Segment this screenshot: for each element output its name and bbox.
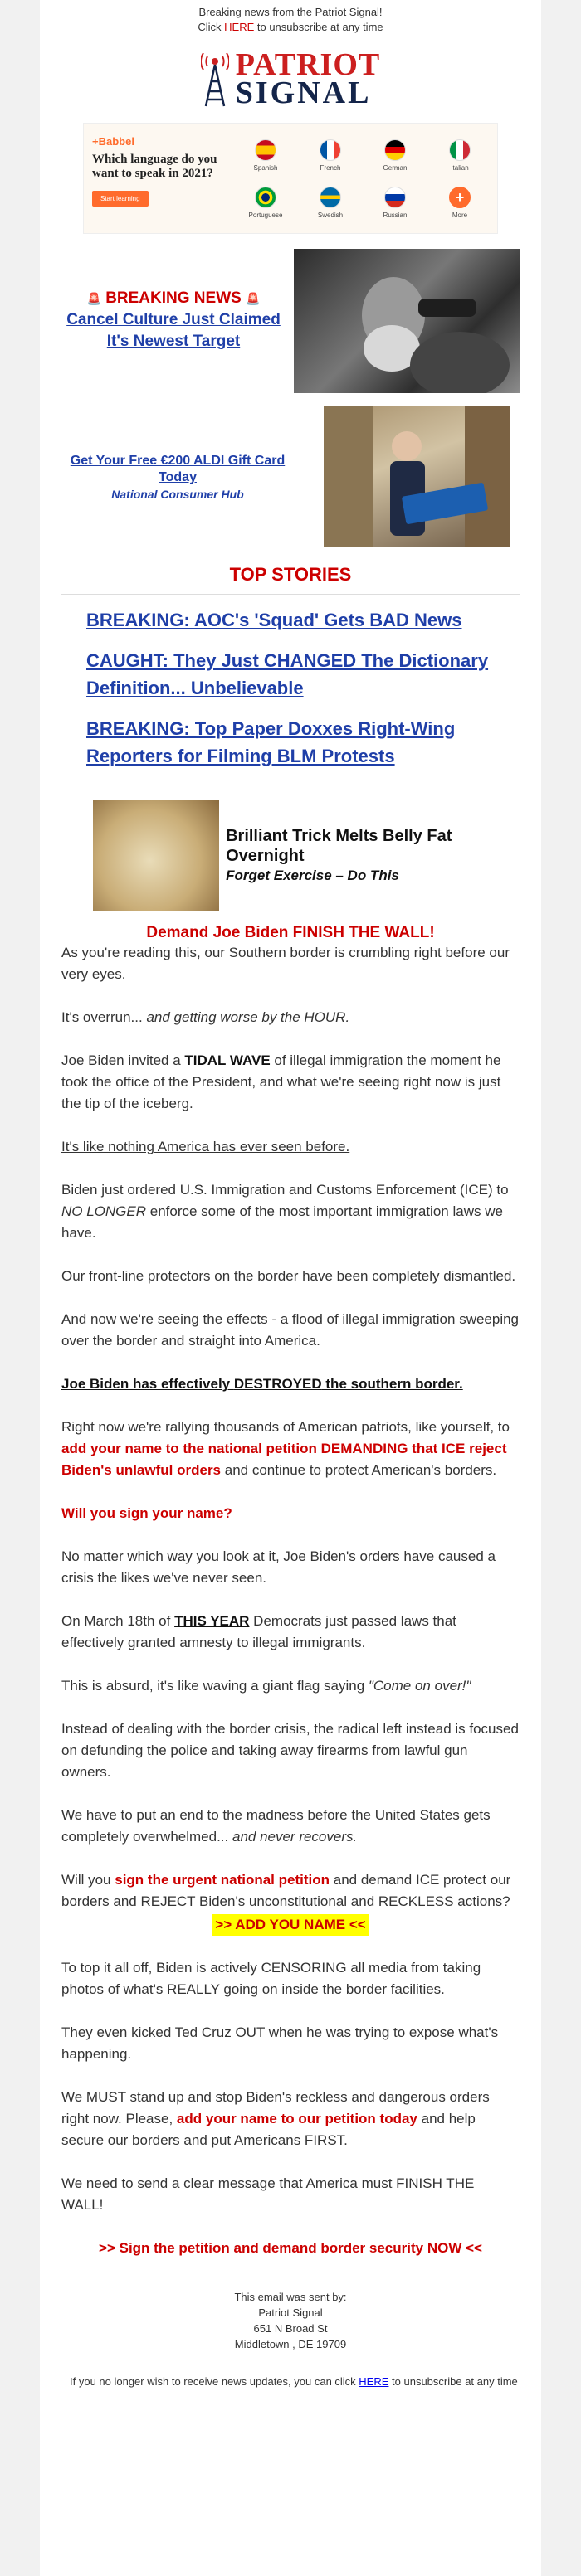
- paragraph: [61, 1869, 520, 1913]
- paragraph: [61, 1805, 520, 1848]
- belly-fat-ad-image: [93, 800, 219, 911]
- language-spanish[interactable]: [233, 132, 298, 179]
- footer-address-line: 651 N Broad St: [253, 2322, 328, 2335]
- babbel-ad-text: [84, 124, 233, 233]
- footer-address-line: Middletown , DE 19709: [234, 2338, 347, 2350]
- petition-link[interactable]: add your name to the national petition DEMANDING that ICE reject Biden's unlawful orders: [61, 1441, 507, 1478]
- cta-row: [61, 2238, 520, 2259]
- text: the southern border.: [321, 1376, 463, 1392]
- add-your-name-button[interactable]: >> ADD YOU NAME <<: [212, 1914, 369, 1936]
- belly-fat-ad-title: Brilliant Trick Melts Belly Fat Overnight: [226, 827, 452, 865]
- breaking-news-row: [61, 249, 520, 393]
- preheader-unsubscribe: [61, 20, 520, 35]
- emphasis-text: DESTROYED: [233, 1376, 322, 1392]
- russia-flag-icon: [384, 187, 406, 208]
- preheader-line: Breaking news from the Patriot Signal!: [198, 6, 383, 18]
- language-label: German: [383, 164, 408, 172]
- text: If you no longer wish to receive news updates, you can click: [70, 2375, 359, 2388]
- text: Biden just ordered U.S. Immigration and Customs Enforcement (ICE) to: [61, 1182, 509, 1198]
- text: and help secure our borders and put Americans FIRST.: [61, 2111, 476, 2148]
- petition-link[interactable]: add your name to our petition today: [176, 2111, 417, 2126]
- belly-fat-ad-text: [226, 826, 520, 884]
- text: Joe Biden invited a: [61, 1052, 185, 1068]
- siren-icon: 🚨: [246, 292, 261, 305]
- paragraph: [61, 1417, 520, 1481]
- footer-address: [61, 2289, 520, 2352]
- babbel-ad-banner[interactable]: [83, 123, 498, 234]
- breaking-news-label: BREAKING NEWS: [105, 289, 242, 307]
- italy-flag-icon: [449, 139, 471, 161]
- paragraph: To top it all off, Biden is actively CENSORING all media from taking photos of what's REALLY going on inside the border facilities.: [61, 1960, 481, 1997]
- petition-headline: Demand Joe Biden FINISH THE WALL!: [146, 924, 435, 941]
- start-learning-button[interactable]: Start learning: [92, 191, 149, 207]
- paragraph: [61, 1050, 520, 1115]
- paragraph: And now we're seeing the effects - a flood of illegal immigration sweeping over the border and straight into America.: [61, 1311, 520, 1349]
- france-flag-icon: [320, 139, 341, 161]
- aldi-ad-block: [61, 453, 294, 501]
- aldi-shopper-photo[interactable]: [324, 406, 510, 547]
- language-label: Swedish: [317, 211, 344, 219]
- text: It's overrun...: [61, 1009, 147, 1025]
- preheader-click-text: Click: [198, 21, 225, 33]
- paragraph: Will you sign your name?: [61, 1505, 232, 1521]
- text: and demand ICE protect our borders and REJECT Biden's unconstitutional and RECKLESS actions?: [61, 1872, 511, 1909]
- paragraph: [61, 1007, 520, 1028]
- language-label: French: [320, 164, 341, 172]
- paragraph: Instead of dealing with the border crisis, the radical left instead is focused on defunding the police and taking away firearms from lawful gun owners.: [61, 1721, 519, 1780]
- story-link[interactable]: CAUGHT: They Just CHANGED The Dictionary Definition... Unbelievable: [86, 650, 489, 698]
- paragraph: [61, 1675, 520, 1697]
- emphasis-text: THIS YEAR: [174, 1613, 250, 1629]
- germany-flag-icon: [384, 139, 406, 161]
- preheader-unsubscribe-link[interactable]: HERE: [224, 21, 255, 33]
- patriot-signal-logo[interactable]: [61, 46, 520, 111]
- paragraph: [61, 1611, 520, 1654]
- language-flags-grid: [233, 124, 497, 233]
- language-label: Italian: [451, 164, 469, 172]
- paragraph: [61, 1179, 520, 1244]
- language-label: Russian: [383, 211, 408, 219]
- aldi-sponsor: National Consumer Hub: [111, 488, 244, 501]
- email-body: [40, 0, 541, 2576]
- petition-link[interactable]: sign the urgent national petition: [115, 1872, 330, 1888]
- language-russian[interactable]: [363, 179, 427, 226]
- belly-fat-ad[interactable]: [93, 800, 520, 911]
- footer-org: Patriot Signal: [258, 2306, 323, 2319]
- top-stories-list: [61, 606, 520, 770]
- paragraph: [61, 1373, 520, 1395]
- text: to unsubscribe at any time: [388, 2375, 518, 2388]
- preheader-suffix-text: to unsubscribe at any time: [254, 21, 383, 33]
- paragraph: No matter which way you look at it, Joe Biden's orders have caused a crisis the likes we've never seen.: [61, 1548, 496, 1586]
- emphasis-text: TIDAL WAVE: [184, 1052, 271, 1068]
- paragraph: They even kicked Ted Cruz OUT when he was trying to expose what's happening.: [61, 2024, 499, 2062]
- paragraph: We need to send a clear message that America must FINISH THE WALL!: [61, 2175, 475, 2213]
- babbel-question: Which language do you want to speak in 2021?: [92, 153, 217, 180]
- emphasis-text: "Come on over!": [368, 1678, 471, 1694]
- paragraph: Our front-line protectors on the border have been completely dismantled.: [61, 1268, 516, 1284]
- preheader: [61, 0, 520, 35]
- paragraph: As you're reading this, our Southern border is crumbling right before our very eyes.: [61, 945, 510, 982]
- emphasis-text: NO LONGER: [61, 1203, 147, 1219]
- sign-petition-button[interactable]: >> Sign the petition and demand border security NOW <<: [99, 2240, 482, 2256]
- cta-row: [61, 1914, 520, 1936]
- footer-unsubscribe-link[interactable]: HERE: [359, 2375, 389, 2388]
- text: Will you: [61, 1872, 115, 1888]
- story-link[interactable]: BREAKING: AOC's 'Squad' Gets BAD News: [86, 610, 462, 630]
- photo-illustration: [324, 406, 510, 547]
- photo-illustration: [294, 249, 520, 393]
- logo-line-signal: SIGNAL: [235, 75, 372, 110]
- footer-unsubscribe-note: [70, 2374, 520, 2389]
- sweden-flag-icon: [320, 187, 341, 208]
- top-stories-title: TOP STORIES: [61, 564, 520, 595]
- breaking-news-link[interactable]: Cancel Culture Just Claimed It's Newest Target: [66, 311, 281, 350]
- text: This is absurd, it's like waving a giant flag saying: [61, 1678, 369, 1694]
- babbel-brand: +Babbel: [92, 135, 134, 148]
- footer-sent-by: This email was sent by:: [234, 2291, 347, 2303]
- language-label: Spanish: [253, 164, 278, 172]
- text: Joe Biden has effectively: [61, 1376, 234, 1392]
- text: enforce some of the most important immigration laws we have.: [61, 1203, 503, 1241]
- aldi-gift-card-link[interactable]: Get Your Free €200 ALDI Gift Card Today: [70, 454, 286, 484]
- language-swedish[interactable]: [298, 179, 363, 226]
- text: On March 18th of: [61, 1613, 175, 1629]
- language-more[interactable]: [427, 179, 492, 226]
- text: We MUST stand up and stop Biden's reckless and dangerous orders right now. Please,: [61, 2089, 490, 2126]
- text: and continue to protect American's borders.: [221, 1462, 497, 1478]
- paragraph: It's like nothing America has ever seen before.: [61, 1139, 350, 1154]
- siren-icon: 🚨: [86, 292, 101, 305]
- language-italian[interactable]: [427, 132, 492, 179]
- text: Right now we're rallying thousands of American patriots, like yourself, to: [61, 1419, 510, 1435]
- logo-wordmark: [235, 47, 381, 110]
- radio-tower-icon: [201, 50, 229, 108]
- plus-icon: +: [449, 187, 471, 208]
- emphasis-text: and getting worse by the HOUR.: [146, 1009, 350, 1025]
- breaking-news-block: [61, 289, 286, 352]
- breaking-news-title: [61, 289, 286, 308]
- text: We have to put an end to the madness before the United States gets completely overwhelmed...: [61, 1807, 491, 1845]
- paragraph: [61, 2087, 520, 2151]
- language-german[interactable]: [363, 132, 427, 179]
- text: of illegal immigration the moment he took the office of the President, and what we're seeing right now is just the tip of the iceberg.: [61, 1052, 501, 1111]
- spain-flag-icon: [255, 139, 276, 161]
- logo-line-patriot: PATRIOT: [235, 47, 381, 82]
- language-label: More: [452, 211, 468, 219]
- brazil-flag-icon: [255, 187, 276, 208]
- text: Democrats just passed laws that effectively granted amnesty to illegal immigrants.: [61, 1613, 456, 1650]
- language-portuguese[interactable]: [233, 179, 298, 226]
- language-label: Portuguese: [248, 211, 283, 219]
- petition-body: [61, 942, 520, 2259]
- emphasis-text: and never recovers.: [232, 1829, 358, 1845]
- bell-telephone-photo[interactable]: [294, 249, 520, 393]
- story-link[interactable]: BREAKING: Top Paper Doxxes Right-Wing Reporters for Filming BLM Protests: [86, 718, 456, 766]
- language-french[interactable]: [298, 132, 363, 179]
- belly-fat-ad-subtitle: Forget Exercise – Do This: [226, 868, 399, 883]
- aldi-ad-row: [61, 406, 520, 547]
